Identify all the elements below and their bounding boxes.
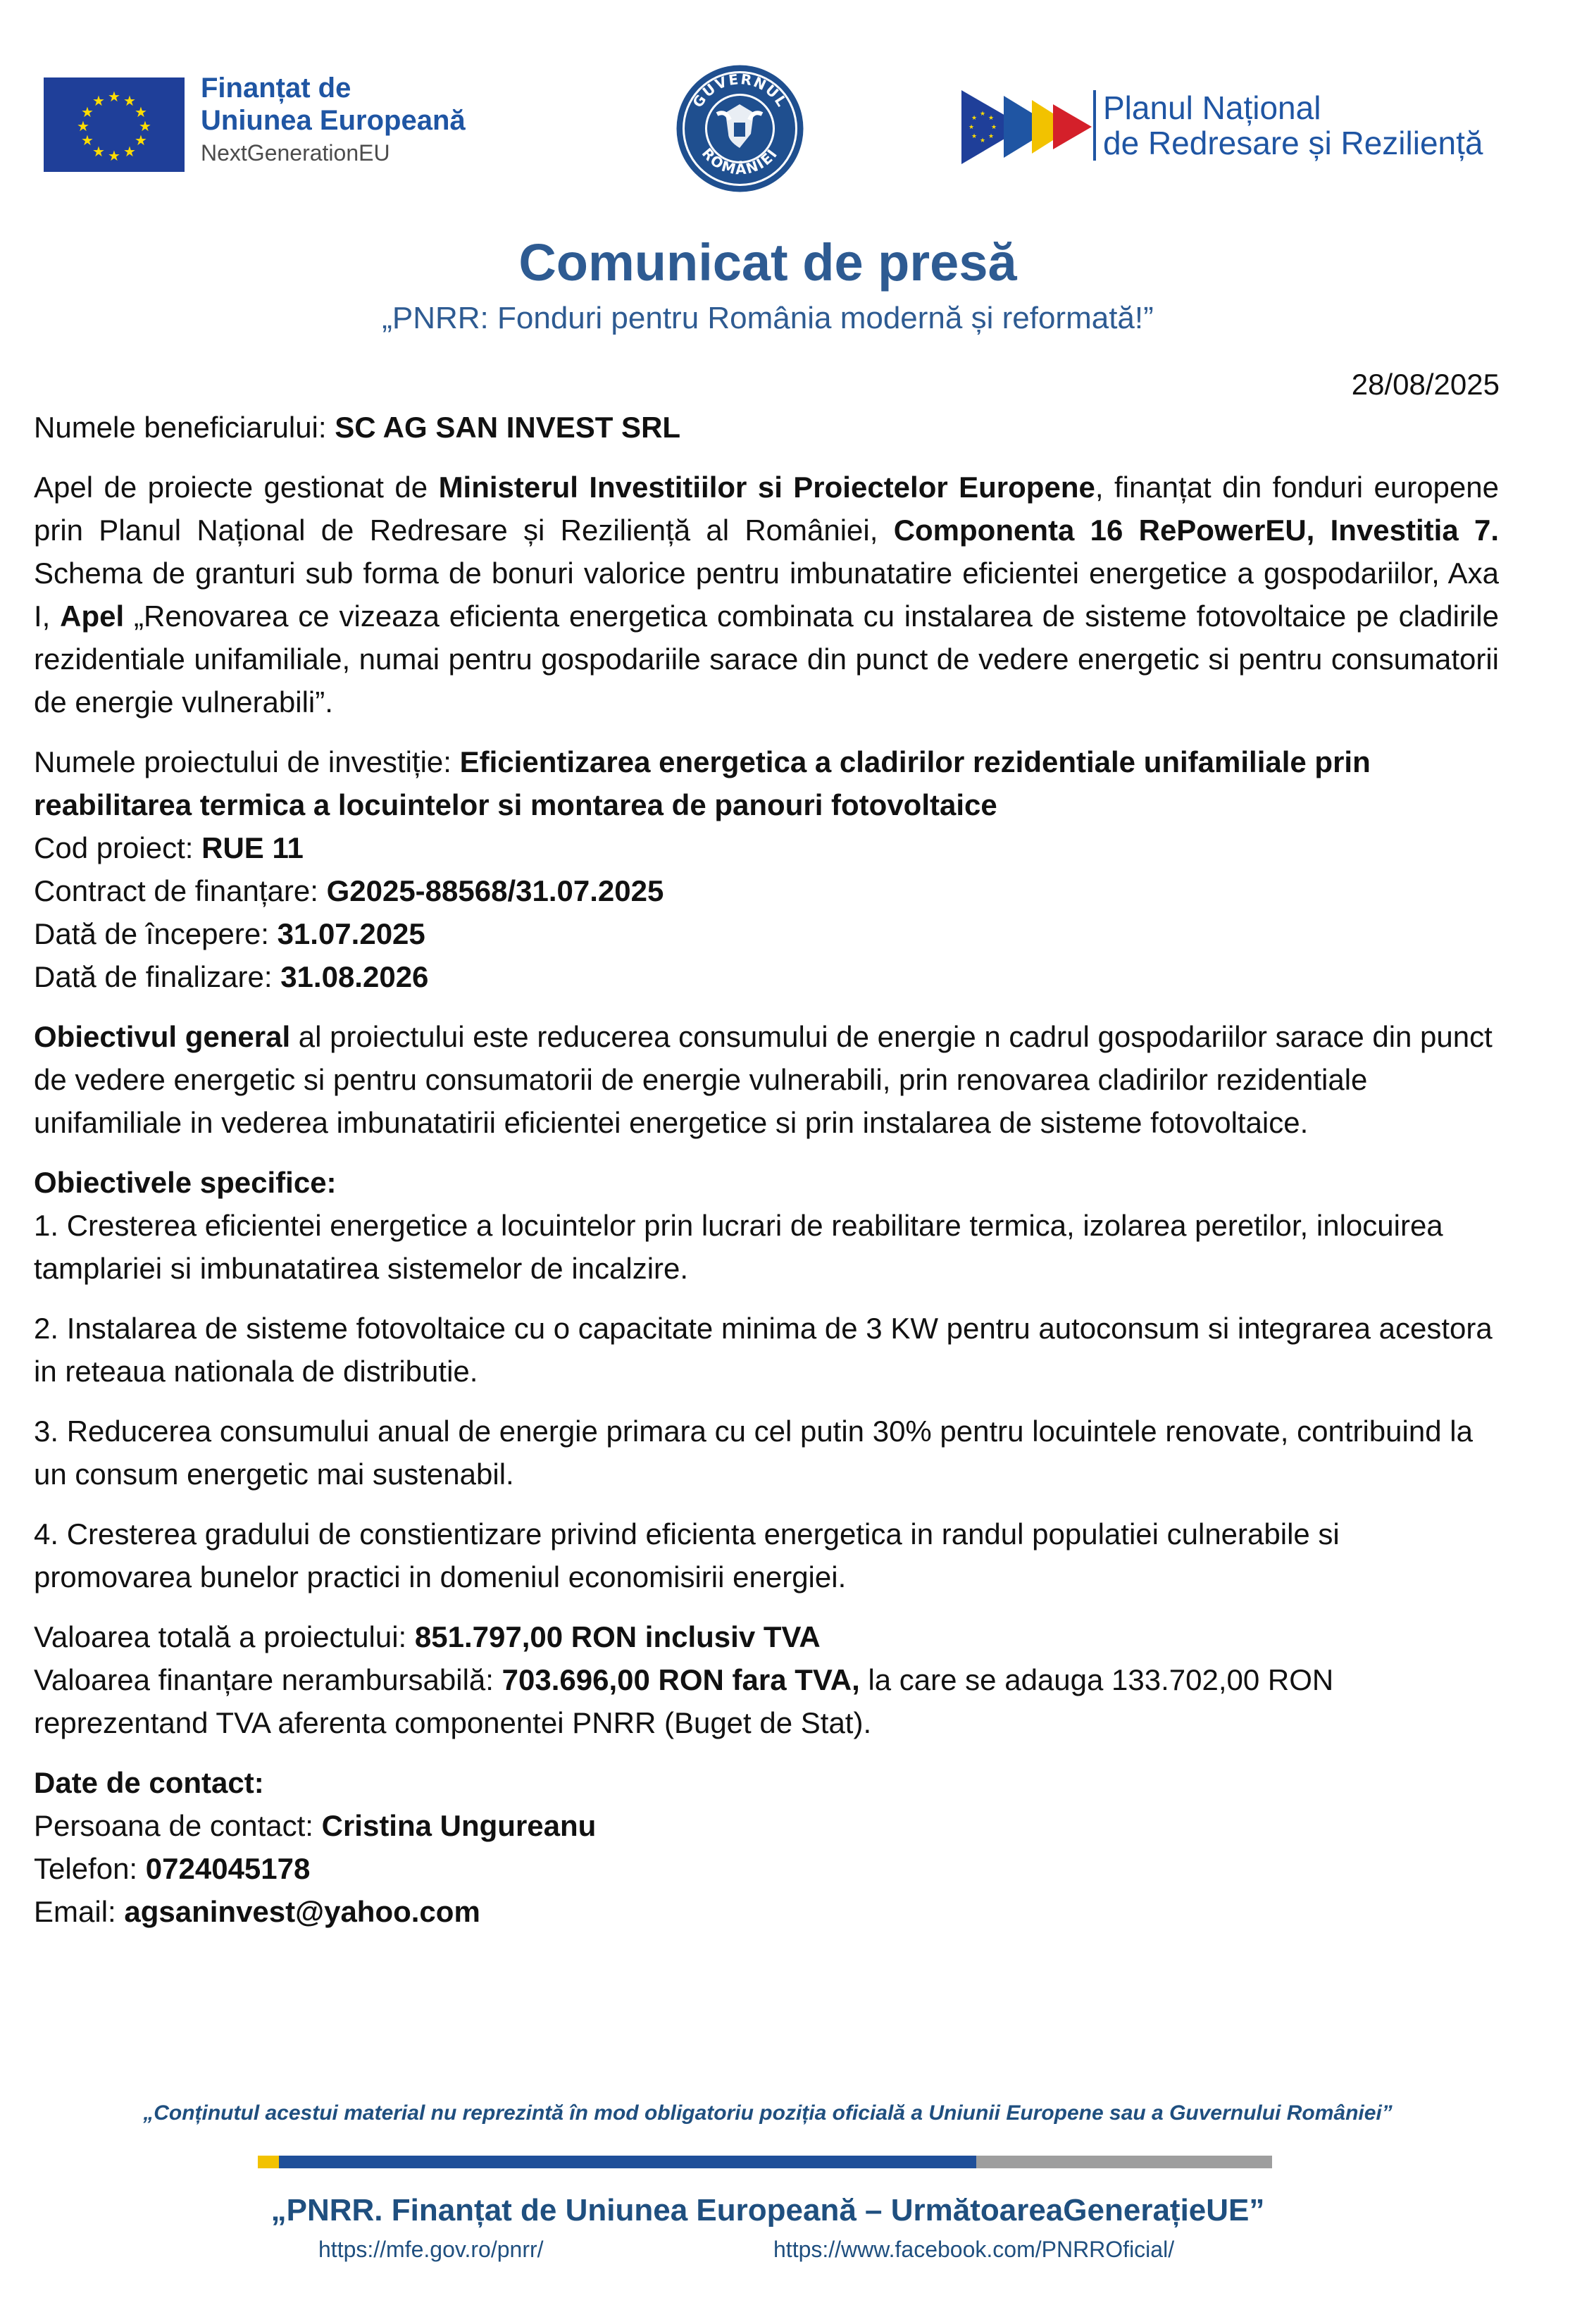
specific-objective-item: 1. Cresterea eficientei energetice a locuintelor prin lucrari de reabilitare termica, izolarea peretilor, inlocuirea tamplariei si imbunatatirea sistemelor de incalzire. bbox=[34, 1209, 1443, 1285]
grant-value-amount: 703.696,00 RON fara TVA, bbox=[502, 1663, 860, 1696]
contact-phone-line bbox=[34, 1847, 1499, 1890]
svg-text:★: ★ bbox=[92, 92, 105, 109]
disclaimer: „Conținutul acestui material nu reprezintă în mod obligatoriu poziția oficială a Uniunii Europene sau a Guvernului României” bbox=[143, 2101, 1393, 2125]
project-contract-value: G2025-88568/31.07.2025 bbox=[326, 874, 664, 907]
project-contract-line bbox=[34, 869, 1499, 912]
svg-text:★: ★ bbox=[92, 143, 105, 160]
mfe-link[interactable]: https://mfe.gov.ro/pnrr/ bbox=[318, 2237, 544, 2262]
project-end-label: Dată de finalizare: bbox=[34, 960, 281, 993]
call-component: Componenta 16 RePowerEU, Investitia 7. bbox=[893, 514, 1499, 547]
general-objective-text: al proiectului este reducerea consumului de energie n cadrul gospodariilor sarace din punct de vedere energetic si pentru consumatorii de energie vulnerabili, prin renovarea cladirilor rezidentiale unifamiliale in vederea imbunatatirii eficientei energetice si prin instalarea de sisteme fotovoltaice. bbox=[34, 1020, 1493, 1139]
total-value-amount: 851.797,00 RON inclusiv TVA bbox=[414, 1620, 821, 1653]
contact-heading-text: Date de contact: bbox=[34, 1766, 264, 1799]
general-objective-paragraph bbox=[34, 1015, 1499, 1144]
facebook-link[interactable]: https://www.facebook.com/PNRROficial/ bbox=[773, 2237, 1175, 2262]
beneficiary-value: SC AG SAN INVEST SRL bbox=[335, 411, 681, 444]
project-code-label: Cod proiect: bbox=[34, 831, 202, 864]
project-end-line bbox=[34, 955, 1499, 998]
pnrr-label-line1: Planul Național bbox=[1103, 89, 1321, 126]
contact-email-value: agsaninvest@yahoo.com bbox=[124, 1895, 480, 1928]
project-name-label: Numele proiectului de investiție: bbox=[34, 745, 460, 778]
svg-text:★: ★ bbox=[123, 143, 136, 160]
seal-bottom-text: ROMÂNIEI bbox=[698, 144, 782, 178]
page-subtitle: „PNRR: Fonduri pentru România modernă și reformată!” bbox=[382, 301, 1154, 335]
total-value-label: Valoarea totală a proiectului: bbox=[34, 1620, 415, 1653]
svg-text:★: ★ bbox=[979, 111, 986, 118]
seal-top-text: GUVERNUL bbox=[689, 70, 791, 111]
specific-objective-item: 2. Instalarea de sisteme fotovoltaice cu o capacitate minima de 3 KW pentru autoconsum si integrarea acestora in reteaua nationala de distributie. bbox=[34, 1312, 1493, 1388]
eu-label-line2: Uniunea Europeană bbox=[201, 105, 466, 136]
grant-value-label: Valoarea finanțare nerambursabilă: bbox=[34, 1663, 502, 1696]
footer-bar-yellow bbox=[258, 2156, 279, 2168]
contact-person-line bbox=[34, 1804, 1499, 1847]
eu-label-line1: Finanțat de bbox=[201, 73, 351, 104]
project-start-label: Dată de începere: bbox=[34, 917, 278, 950]
call-paragraph bbox=[34, 466, 1499, 723]
svg-text:★: ★ bbox=[135, 104, 147, 120]
call-text-1: Apel de proiecte gestionat de bbox=[34, 471, 439, 504]
contact-phone-value: 0724045178 bbox=[145, 1852, 311, 1885]
call-text-3: Schema de granturi sub forma de bonuri valorice pentru imbunatatire eficientei energetice a gospodariilor, Axa I, bbox=[34, 557, 1499, 633]
call-ministry: Ministerul Investitiilor si Proiectelor Europene bbox=[438, 471, 1095, 504]
svg-text:★: ★ bbox=[988, 115, 995, 122]
svg-text:★: ★ bbox=[971, 115, 978, 122]
svg-text:★: ★ bbox=[979, 137, 986, 144]
project-start-value: 31.07.2025 bbox=[277, 917, 425, 950]
pnrr-label-line2: de Redresare și Reziliență bbox=[1103, 125, 1483, 161]
specific-objective-item: 4. Cresterea gradului de constientizare privind eficienta energetica in randul populatiei culnerabile si promovarea bunelor practici in domeniul economisirii energiei. bbox=[34, 1517, 1340, 1593]
svg-text:★: ★ bbox=[971, 133, 978, 140]
svg-text:★: ★ bbox=[108, 147, 120, 164]
pnrr-label bbox=[1093, 90, 1483, 161]
contact-email-label: Email: bbox=[34, 1895, 125, 1928]
svg-text:★: ★ bbox=[135, 132, 147, 149]
svg-text:★: ★ bbox=[77, 118, 89, 135]
romanian-government-seal bbox=[675, 63, 805, 194]
call-apel: Apel bbox=[60, 599, 125, 633]
footer-bar-gray bbox=[976, 2156, 1272, 2168]
project-code-value: RUE 11 bbox=[201, 831, 304, 864]
general-objective-label: Obiectivul general bbox=[34, 1020, 291, 1053]
grant-value-rest: la care se adauga 133.702,00 RON reprezentand TVA aferenta componentei PNRR (Buget de Stat). bbox=[34, 1663, 1334, 1739]
press-release-date: 28/08/2025 bbox=[1351, 368, 1500, 401]
svg-text:★: ★ bbox=[81, 104, 94, 120]
contact-heading bbox=[34, 1761, 1499, 1804]
svg-text:★: ★ bbox=[81, 132, 94, 149]
eu-label-line3: NextGenerationEU bbox=[201, 140, 390, 166]
footer-bar-blue bbox=[279, 2156, 976, 2168]
call-text-4: „Renovarea ce vizeaza eficienta energetica combinata cu instalarea de sisteme fotovoltaice pe cladirile rezidentiale unifamiliale, numai pentru gospodariile sarace din punct de vedere energetic si pentru consumatorii de energie vulnerabili”. bbox=[34, 599, 1499, 719]
eu-flag-logo bbox=[44, 77, 185, 172]
project-name-value: Eficientizarea energetica a cladirilor rezidentiale unifamiliale prin reabilitarea termica a locuintelor si montarea de panouri fotovoltaice bbox=[34, 745, 1371, 821]
svg-text:★: ★ bbox=[139, 118, 151, 135]
svg-text:★: ★ bbox=[123, 92, 136, 109]
footer-slogan: „PNRR. Finanțat de Uniunea Europeană – UrmătoareaGenerațieUE” bbox=[270, 2193, 1265, 2227]
project-code-line bbox=[34, 826, 1499, 869]
svg-text:★: ★ bbox=[108, 88, 120, 105]
call-text-2: , finanțat din fonduri europene prin Planul Național de Redresare și Reziliență al României, bbox=[34, 471, 1499, 547]
project-contract-label: Contract de finanțare: bbox=[34, 874, 327, 907]
footer-color-bar bbox=[258, 2156, 1272, 2168]
svg-text:★: ★ bbox=[988, 133, 995, 140]
project-end-value: 31.08.2026 bbox=[280, 960, 429, 993]
project-start-line bbox=[34, 912, 1499, 955]
contact-phone-label: Telefon: bbox=[34, 1852, 146, 1885]
eu-funding-label bbox=[201, 72, 497, 168]
page-title: Comunicat de presă bbox=[518, 233, 1017, 292]
beneficiary-line bbox=[34, 406, 1499, 449]
press-release-body bbox=[34, 406, 1499, 1933]
contact-email-line bbox=[34, 1890, 1499, 1933]
specific-objectives-heading bbox=[34, 1161, 1499, 1204]
specific-objectives-heading-text: Obiectivele specifice: bbox=[34, 1166, 337, 1199]
svg-text:★: ★ bbox=[990, 124, 997, 131]
specific-objective-item: 3. Reducerea consumului anual de energie primara cu cel putin 30% pentru locuintele renovate, contribuind la un consum energetic mai sustenabil. bbox=[34, 1415, 1473, 1491]
total-value-line bbox=[34, 1615, 1499, 1658]
grant-value-line bbox=[34, 1658, 1499, 1744]
beneficiary-label: Numele beneficiarului: bbox=[34, 411, 335, 444]
svg-text:★: ★ bbox=[968, 124, 975, 131]
pnrr-arrows-logo bbox=[961, 90, 1095, 164]
contact-person-value: Cristina Ungureanu bbox=[321, 1809, 597, 1842]
contact-person-label: Persoana de contact: bbox=[34, 1809, 322, 1842]
project-name-line bbox=[34, 740, 1499, 826]
